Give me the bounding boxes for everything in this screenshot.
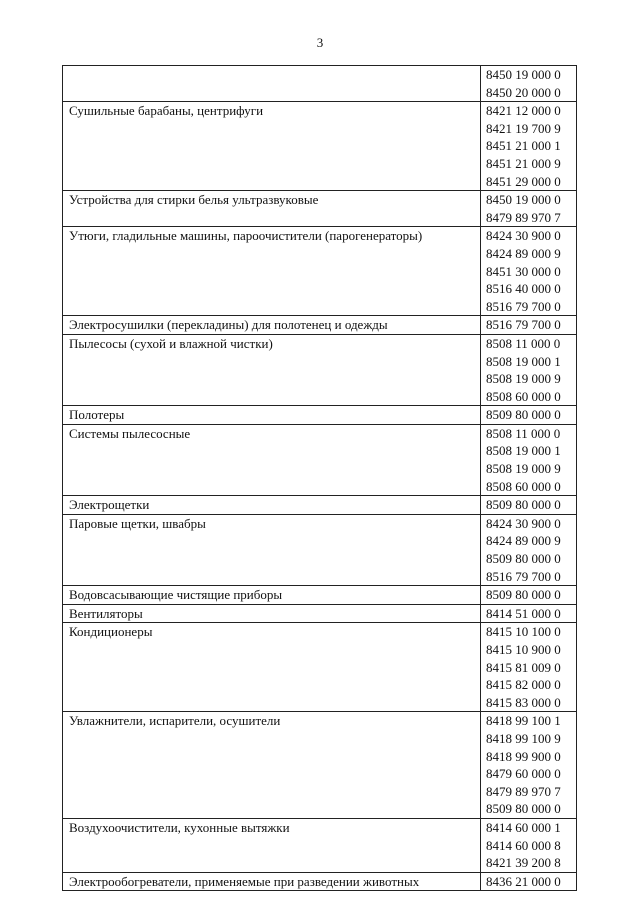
tn-ved-code: 8421 12 000 0: [486, 103, 561, 119]
product-code-cell: [481, 514, 577, 585]
tn-ved-code: 8418 99 100 1: [486, 713, 561, 729]
table-row: [63, 66, 577, 102]
tn-ved-code: 8414 60 000 8: [486, 837, 561, 853]
table-row: [63, 586, 577, 605]
product-code-cell: [481, 191, 577, 227]
tn-ved-code: 8415 81 009 0: [486, 659, 561, 675]
product-name-cell: Электрощетки: [63, 496, 481, 515]
tn-ved-code: 8508 11 000 0: [486, 425, 561, 441]
page-number: 3: [316, 35, 324, 50]
product-code-cell: [481, 424, 577, 495]
product-code-cell: [481, 586, 577, 605]
tn-ved-code: 8479 89 970 7: [486, 209, 561, 225]
tn-ved-code: 8418 99 100 9: [486, 730, 561, 746]
tn-ved-code: 8479 89 970 7: [486, 783, 561, 799]
product-name-cell: Воздухоочистители, кухонные вытяжки: [63, 818, 481, 872]
tn-ved-code: 8436 21 000 0: [486, 873, 561, 889]
tn-ved-code: 8451 30 000 0: [486, 263, 561, 279]
tn-ved-code: 8415 10 900 0: [486, 642, 561, 657]
table-row: [63, 191, 577, 227]
table-body: [63, 66, 577, 891]
product-code-cell: [481, 872, 577, 891]
tn-ved-code: 8508 60 000 0: [486, 478, 561, 494]
tn-ved-code: 8451 21 000 9: [486, 155, 561, 171]
product-code-cell: [481, 604, 577, 623]
product-name-cell: Увлажнители, испарители, осушители: [63, 712, 481, 819]
table-row: [63, 496, 577, 515]
tn-ved-code: 8516 79 700 0: [486, 298, 561, 314]
tn-ved-code: 8424 30 900 0: [486, 228, 561, 244]
tn-ved-code: 8415 82 000 0: [486, 677, 561, 693]
table-row: [63, 406, 577, 425]
product-name-cell: Системы пылесосные: [63, 424, 481, 495]
tn-ved-code: 8508 19 000 1: [486, 443, 561, 459]
tn-ved-code: 8421 39 200 8: [486, 855, 561, 871]
tn-ved-code: 8509 80 000 0: [486, 407, 561, 423]
table-row: [63, 818, 577, 872]
product-name-cell: Вентиляторы: [63, 604, 481, 623]
tn-ved-code: 8418 99 900 0: [486, 748, 561, 764]
tn-ved-code: 8516 79 700 0: [486, 317, 561, 333]
tn-ved-code: 8414 60 000 1: [486, 819, 561, 835]
tn-ved-code: 8516 40 000 0: [486, 281, 561, 297]
tn-ved-code: 8451 21 000 1: [486, 138, 561, 154]
tn-ved-code: 8421 19 700 9: [486, 120, 561, 136]
tn-ved-code: 8509 80 000 0: [486, 801, 561, 817]
tn-ved-code: 8508 19 000 1: [486, 353, 561, 369]
tn-ved-code: 8415 10 100 0: [486, 624, 561, 640]
tn-ved-code: 8509 80 000 0: [486, 497, 561, 513]
product-name-cell: Кондиционеры: [63, 623, 481, 712]
tn-ved-code: 8424 30 900 0: [486, 515, 561, 531]
tn-ved-code: 8479 60 000 0: [486, 766, 561, 782]
tn-ved-code: 8516 79 700 0: [486, 568, 561, 584]
table-row: [63, 227, 577, 316]
product-name-cell: Утюги, гладильные машины, пароочистители (парогенераторы): [63, 227, 481, 316]
product-code-cell: [481, 818, 577, 872]
product-name-cell: Паровые щетки, швабры: [63, 514, 481, 585]
tn-ved-code: 8509 80 000 0: [486, 551, 561, 567]
product-code-cell: [481, 66, 577, 102]
tn-ved-code: 8451 29 000 0: [486, 173, 561, 189]
tn-ved-code: 8508 19 000 9: [486, 371, 561, 387]
table-row: [63, 514, 577, 585]
table-row: [63, 712, 577, 819]
tn-ved-code: 8509 80 000 0: [486, 587, 561, 603]
table-row: [63, 623, 577, 712]
product-code-cell: [481, 102, 577, 191]
product-code-cell: [481, 623, 577, 712]
table-row: [63, 316, 577, 335]
table-row: [63, 102, 577, 191]
tn-ved-code: 8415 83 000 0: [486, 694, 561, 710]
table-row: [63, 334, 577, 405]
product-code-cell: [481, 316, 577, 335]
tn-ved-code: 8508 11 000 0: [486, 335, 561, 351]
product-code-cell: [481, 334, 577, 405]
product-name-cell: Пылесосы (сухой и влажной чистки): [63, 334, 481, 405]
product-code-cell: [481, 496, 577, 515]
product-name-cell: Устройства для стирки белья ультразвуковые: [63, 191, 481, 227]
table-row: [63, 872, 577, 891]
tn-ved-code: 8424 89 000 9: [486, 533, 561, 549]
tn-ved-code: 8424 89 000 9: [486, 245, 561, 261]
product-code-cell: [481, 406, 577, 425]
product-name-cell: Электросушилки (перекладины) для полотенец и одежды: [63, 316, 481, 335]
product-name-cell: [63, 66, 481, 102]
product-code-cell: [481, 712, 577, 819]
tn-ved-code: 8450 19 000 0: [486, 67, 561, 82]
product-name-cell: Водовсасывающие чистящие приборы: [63, 586, 481, 605]
tn-ved-code: 8414 51 000 0: [486, 605, 561, 621]
tn-ved-code: 8508 19 000 9: [486, 461, 561, 477]
product-name-cell: Сушильные барабаны, центрифуги: [63, 102, 481, 191]
product-name-cell: Электрообогреватели, применяемые при разведении животных: [63, 872, 481, 891]
tn-ved-code: 8508 60 000 0: [486, 388, 561, 404]
product-name-cell: Полотеры: [63, 406, 481, 425]
tn-ved-code: 8450 20 000 0: [486, 84, 561, 100]
table-row: [63, 604, 577, 623]
tn-ved-code: 8450 19 000 0: [486, 192, 561, 208]
table-row: [63, 424, 577, 495]
product-code-cell: [481, 227, 577, 316]
product-code-table: [62, 65, 577, 891]
